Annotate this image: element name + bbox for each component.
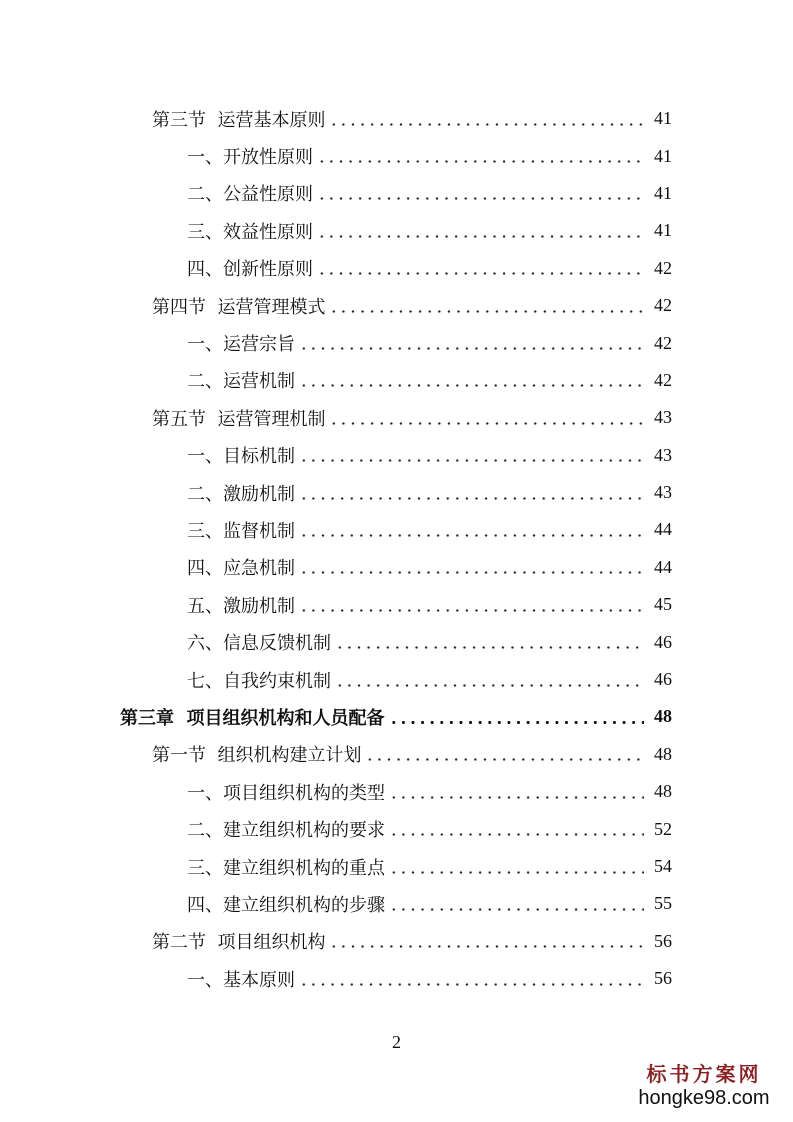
dot-leader [317,147,644,165]
toc-entry-page: 44 [654,519,672,540]
table-of-contents [0,100,793,997]
dot-leader [389,783,644,801]
dot-leader [299,484,644,502]
toc-entry-title: 第五节 运营管理机制 [152,405,327,431]
dot-leader [317,184,644,202]
toc-section[interactable] [0,287,793,324]
toc-item[interactable] [0,175,793,212]
toc-entry-page: 42 [654,332,672,353]
toc-entry-title: 一、开放性原则 [187,143,315,169]
toc-entry-title: 六、信息反馈机制 [187,629,333,655]
dot-leader [317,259,644,277]
toc-entry-title: 四、创新性原则 [187,255,315,281]
toc-item[interactable] [0,885,793,922]
dot-leader [299,596,644,614]
dot-leader [299,371,644,389]
dot-leader [299,558,644,576]
toc-entry-page: 43 [654,444,672,465]
toc-entry-page: 42 [654,369,672,390]
page-number: 2 [392,1032,401,1052]
toc-item[interactable] [0,437,793,474]
dot-leader [389,820,644,838]
toc-section[interactable] [0,736,793,773]
toc-entry-title: 第四节 运营管理模式 [152,293,327,319]
toc-entry-title: 第三节 运营基本原则 [152,106,327,132]
dot-leader [299,334,644,352]
toc-entry-title: 三、效益性原则 [187,218,315,244]
dot-leader [389,858,644,876]
toc-item[interactable] [0,324,793,361]
toc-entry-title: 二、建立组织机构的要求 [187,816,387,842]
toc-entry-page: 54 [654,856,672,876]
toc-item[interactable] [0,362,793,399]
toc-section[interactable] [0,100,793,137]
dot-leader [329,297,644,315]
toc-item[interactable] [0,586,793,623]
toc-entry-page: 45 [654,594,672,615]
toc-entry-page: 41 [654,182,672,203]
dot-leader [365,745,644,763]
toc-entry-page: 42 [654,295,672,316]
toc-item[interactable] [0,623,793,660]
dot-leader [329,110,644,128]
watermark-name: 标书方案网 [646,1062,762,1086]
toc-entry-page: 43 [654,407,672,428]
dot-leader [335,671,644,689]
toc-entry-page: 55 [654,893,672,914]
toc-entry-page: 46 [654,669,672,690]
toc-section[interactable] [0,923,793,960]
toc-section[interactable] [0,399,793,436]
toc-entry-page: 48 [654,743,672,764]
toc-entry-page: 52 [654,818,672,839]
dot-leader [299,970,644,988]
toc-entry-page: 48 [654,781,672,802]
toc-entry-title: 五、激励机制 [187,592,297,618]
toc-entry-page: 48 [654,706,672,727]
toc-entry-page: 43 [654,482,672,503]
toc-item[interactable] [0,137,793,174]
toc-entry-page: 41 [654,145,672,166]
toc-item[interactable] [0,549,793,586]
toc-entry-title: 一、项目组织机构的类型 [187,779,387,805]
toc-item[interactable] [0,848,793,885]
toc-entry-title: 七、自我约束机制 [187,667,333,693]
toc-entry-title: 一、目标机制 [187,442,297,468]
toc-entry-page: 41 [654,220,672,241]
dot-leader [329,409,644,427]
toc-entry-page: 41 [654,108,672,129]
toc-entry-page: 42 [654,257,672,278]
toc-entry-title: 三、建立组织机构的重点 [187,854,387,880]
toc-item[interactable] [0,511,793,548]
toc-item[interactable] [0,212,793,249]
toc-item[interactable] [0,250,793,287]
dot-leader [329,932,644,950]
toc-entry-title: 第一节 组织机构建立计划 [152,741,363,767]
toc-entry-page: 46 [654,631,672,652]
toc-entry-title: 三、监督机制 [187,517,297,543]
site-watermark [629,1062,779,1110]
toc-entry-title: 二、公益性原则 [187,180,315,206]
toc-entry-title: 四、应急机制 [187,554,297,580]
dot-leader [389,895,644,913]
toc-entry-title: 二、运营机制 [187,367,297,393]
dot-leader [389,708,644,726]
toc-item[interactable] [0,773,793,810]
toc-entry-page: 56 [654,968,672,989]
toc-item[interactable] [0,661,793,698]
toc-entry-page: 44 [654,556,672,577]
toc-entry-title: 二、激励机制 [187,480,297,506]
toc-entry-title: 第三章 项目组织机构和人员配备 [120,704,387,730]
toc-chapter[interactable] [0,698,793,735]
dot-leader [299,521,644,539]
toc-entry-title: 第二节 项目组织机构 [152,928,327,954]
toc-item[interactable] [0,810,793,847]
toc-entry-title: 四、建立组织机构的步骤 [187,891,387,917]
toc-item[interactable] [0,474,793,511]
dot-leader [335,633,644,651]
toc-item[interactable] [0,960,793,997]
dot-leader [317,222,644,240]
toc-entry-title: 一、运营宗旨 [187,330,297,356]
toc-entry-page: 56 [654,930,672,951]
toc-entry-title: 一、基本原则 [187,966,297,992]
watermark-domain: hongke98.com [638,1087,770,1109]
dot-leader [299,446,644,464]
